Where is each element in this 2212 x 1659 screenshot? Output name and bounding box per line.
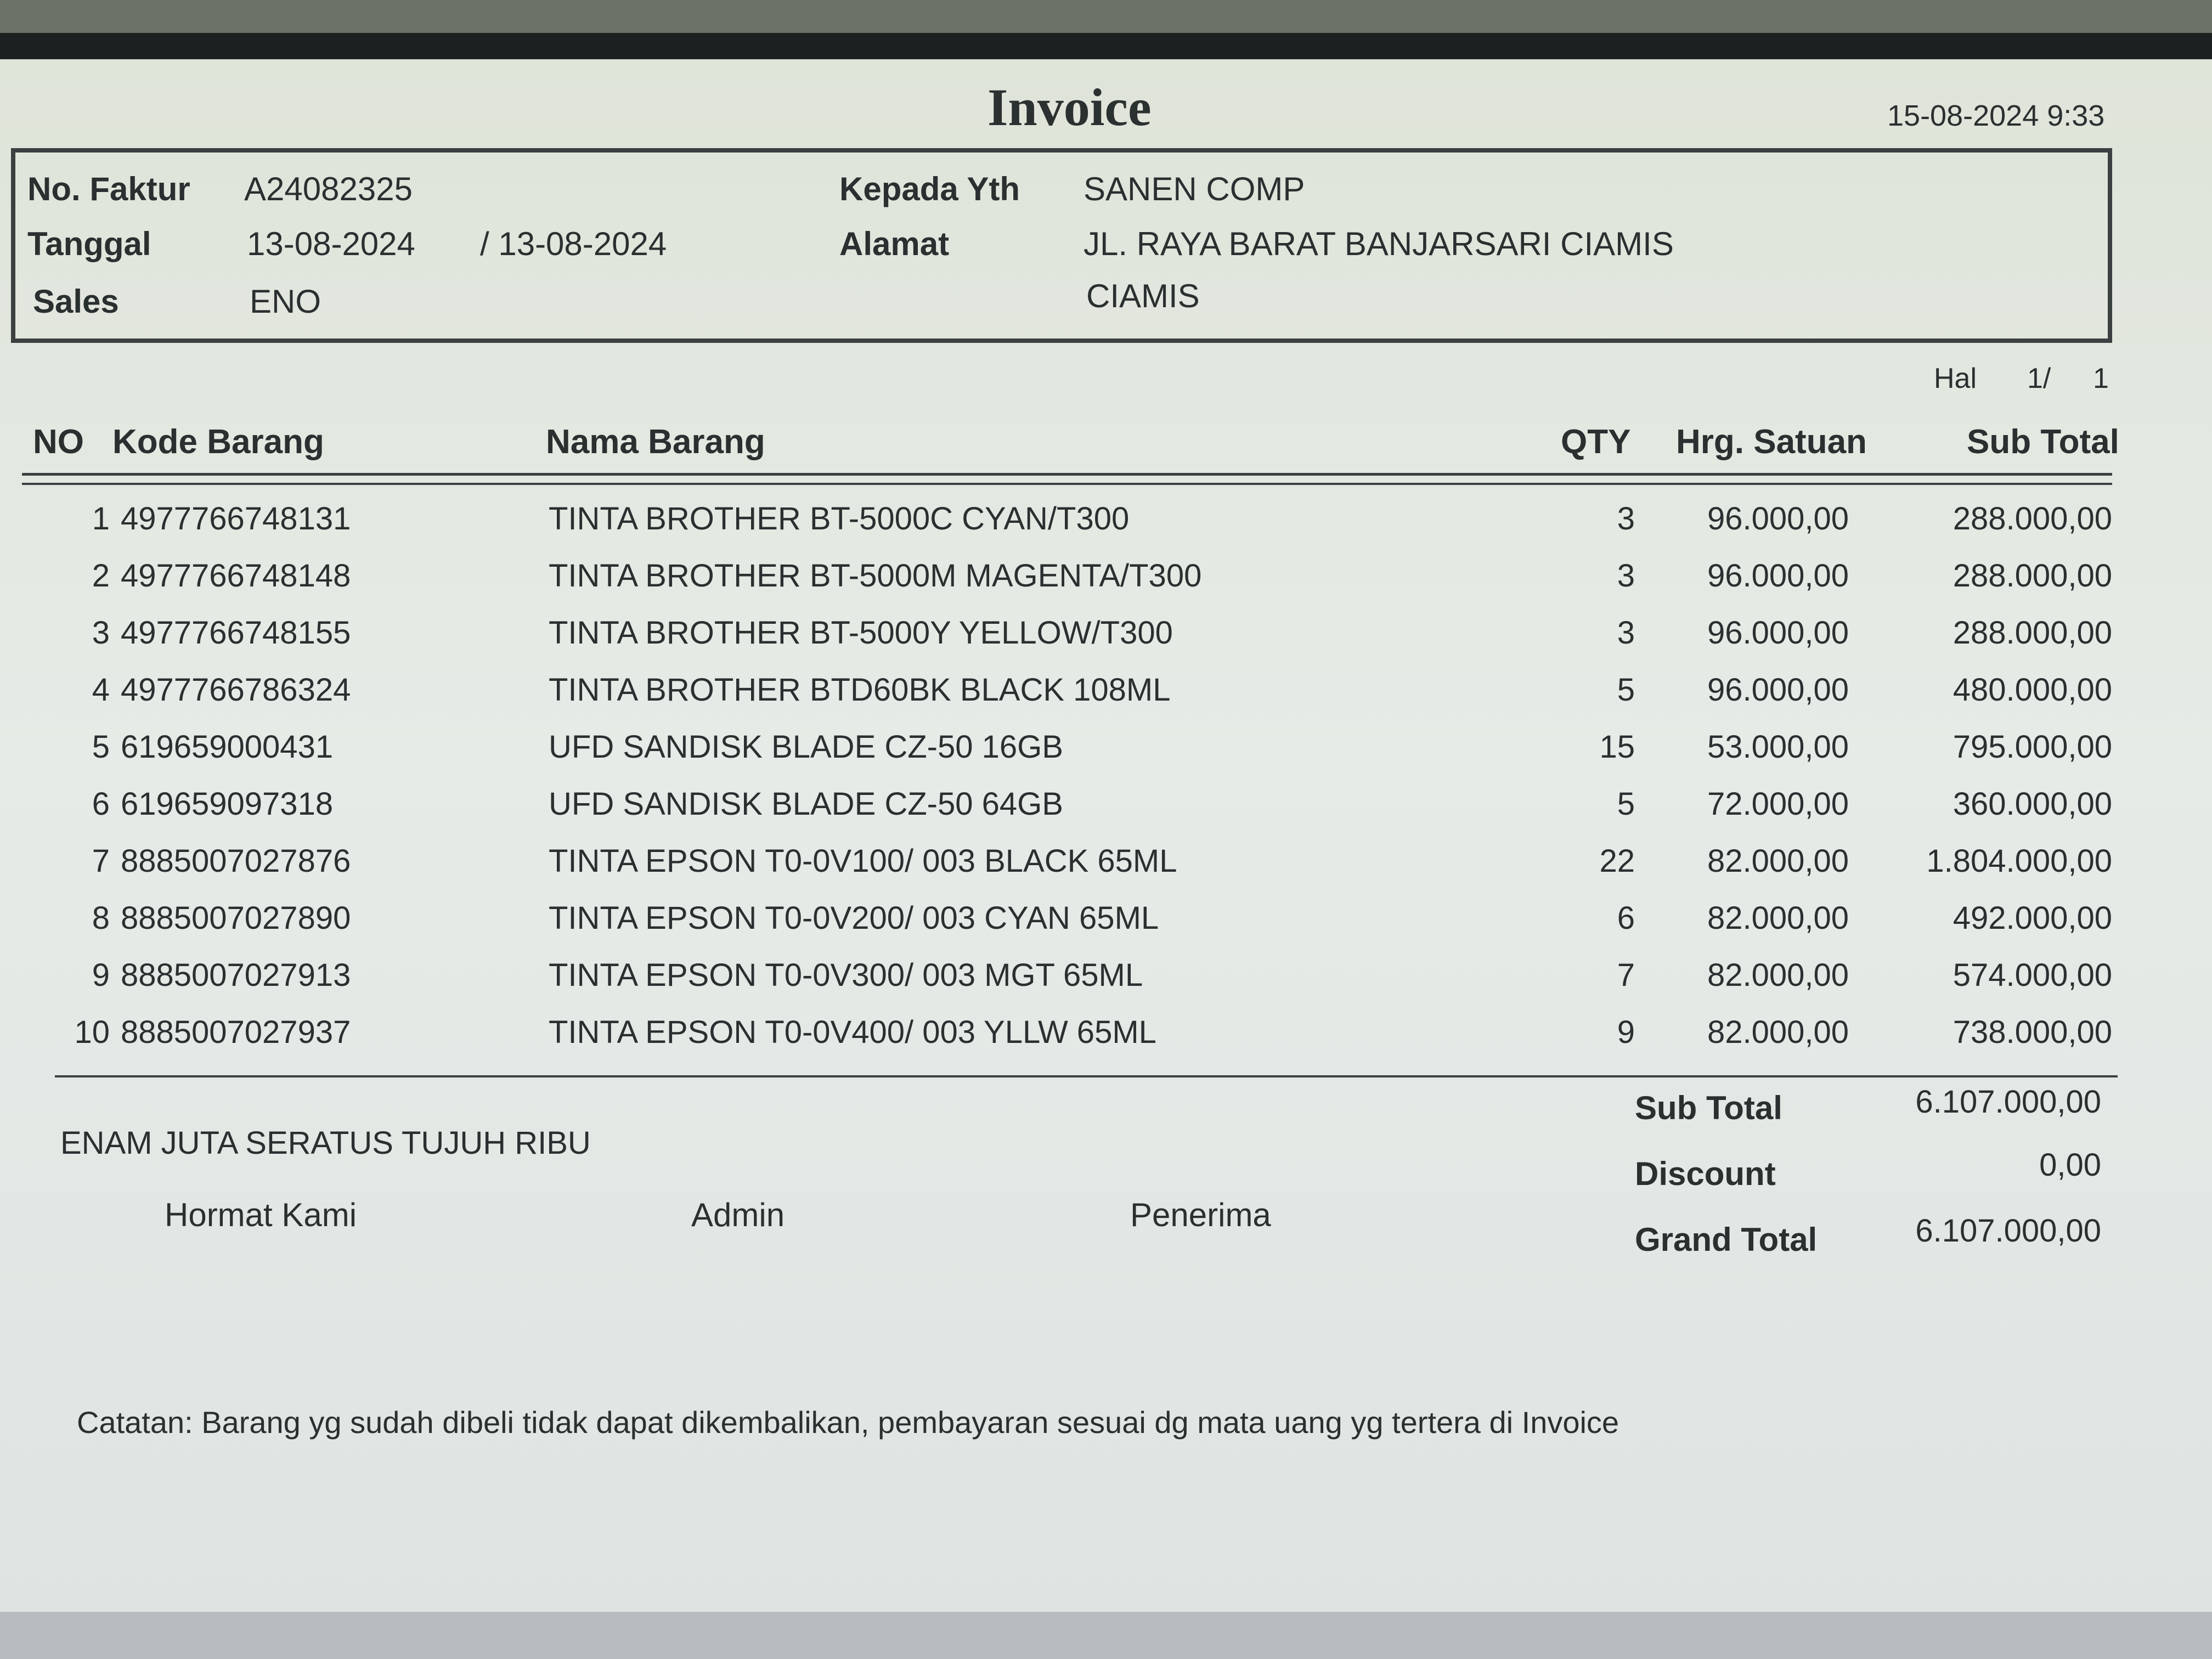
kepada-value: SANEN COMP <box>1084 171 1305 207</box>
table-row <box>0 551 2212 608</box>
tanggal-label: Tanggal <box>27 225 151 262</box>
sales-label: Sales <box>33 283 119 320</box>
row-qty: 5 <box>1617 672 1635 708</box>
row-no: 8 <box>92 900 110 936</box>
row-subtotal: 360.000,00 <box>1953 786 2112 822</box>
no-faktur-label: No. Faktur <box>27 171 190 207</box>
row-harga: 96.000,00 <box>1707 558 1849 594</box>
row-subtotal: 574.000,00 <box>1953 957 2112 993</box>
tanggal-value: 13-08-2024 <box>247 225 415 262</box>
row-harga: 82.000,00 <box>1707 957 1849 993</box>
row-no: 2 <box>92 558 110 594</box>
window-dark-bar <box>0 33 2212 59</box>
table-row <box>0 722 2212 779</box>
catatan-note: Catatan: Barang yg sudah dibeli tidak dapat dikembalikan, pembayaran sesuai dg mata uang yg tertera di Invoice <box>77 1405 1620 1440</box>
row-nama: TINTA BROTHER BTD60BK BLACK 108ML <box>549 672 1171 708</box>
row-harga: 96.000,00 <box>1707 615 1849 651</box>
row-kode: 4977766786324 <box>121 672 351 708</box>
row-kode: 4977766748131 <box>121 501 351 537</box>
row-qty: 3 <box>1617 501 1635 537</box>
row-kode: 4977766748155 <box>121 615 351 651</box>
row-qty: 7 <box>1617 957 1635 993</box>
page-label: Hal <box>1934 363 1977 394</box>
row-harga: 82.000,00 <box>1707 900 1849 936</box>
row-subtotal: 738.000,00 <box>1953 1014 2112 1050</box>
row-subtotal: 288.000,00 <box>1953 501 2112 537</box>
col-header-no: NO <box>33 423 84 461</box>
row-qty: 9 <box>1617 1014 1635 1050</box>
row-kode: 8885007027876 <box>121 843 351 879</box>
item-table-body <box>0 494 2212 1064</box>
table-row <box>0 1007 2212 1064</box>
page-total: 1 <box>2093 363 2109 394</box>
row-qty: 15 <box>1599 729 1635 765</box>
row-no: 10 <box>74 1014 110 1050</box>
header-rule-top <box>22 473 2112 476</box>
grandtotal-value: 6.107.000,00 <box>1915 1213 2101 1249</box>
table-bottom-rule <box>55 1075 2118 1077</box>
discount-value: 0,00 <box>2039 1147 2101 1183</box>
amount-in-words: ENAM JUTA SERATUS TUJUH RIBU <box>60 1125 591 1161</box>
signature-hormat-kami: Hormat Kami <box>165 1197 357 1233</box>
row-nama: TINTA BROTHER BT-5000Y YELLOW/T300 <box>549 615 1173 651</box>
tanggal-due-value: / 13-08-2024 <box>480 225 667 262</box>
kepada-label: Kepada Yth <box>839 171 1020 207</box>
grandtotal-label: Grand Total <box>1635 1221 1818 1258</box>
row-nama: UFD SANDISK BLADE CZ-50 64GB <box>549 786 1063 822</box>
row-kode: 619659097318 <box>121 786 334 822</box>
row-qty: 3 <box>1617 615 1635 651</box>
row-kode: 8885007027890 <box>121 900 351 936</box>
table-row <box>0 665 2212 722</box>
row-nama: TINTA BROTHER BT-5000C CYAN/T300 <box>549 501 1130 537</box>
row-no: 7 <box>92 843 110 879</box>
subtotal-value: 6.107.000,00 <box>1915 1084 2101 1120</box>
alamat-line-2: CIAMIS <box>1086 278 1200 314</box>
table-row <box>0 893 2212 950</box>
row-subtotal: 795.000,00 <box>1953 729 2112 765</box>
row-subtotal: 480.000,00 <box>1953 672 2112 708</box>
row-no: 6 <box>92 786 110 822</box>
table-row <box>0 836 2212 893</box>
row-qty: 3 <box>1617 558 1635 594</box>
row-nama: TINTA EPSON T0-0V100/ 003 BLACK 65ML <box>549 843 1177 879</box>
screen-top-band <box>0 0 2212 33</box>
sales-value: ENO <box>250 283 321 320</box>
signature-admin: Admin <box>691 1197 785 1233</box>
row-harga: 53.000,00 <box>1707 729 1849 765</box>
row-kode: 8885007027913 <box>121 957 351 993</box>
row-harga: 82.000,00 <box>1707 1014 1849 1050</box>
row-subtotal: 288.000,00 <box>1953 615 2112 651</box>
row-no: 9 <box>92 957 110 993</box>
row-kode: 4977766748148 <box>121 558 351 594</box>
row-subtotal: 492.000,00 <box>1953 900 2112 936</box>
row-subtotal: 288.000,00 <box>1953 558 2112 594</box>
table-row <box>0 779 2212 836</box>
table-row <box>0 950 2212 1007</box>
row-nama: TINTA EPSON T0-0V200/ 003 CYAN 65ML <box>549 900 1159 936</box>
table-row <box>0 494 2212 551</box>
row-qty: 6 <box>1617 900 1635 936</box>
screen-bottom-bar <box>0 1612 2212 1659</box>
row-harga: 72.000,00 <box>1707 786 1849 822</box>
col-header-harga: Hrg. Satuan <box>1676 423 1867 461</box>
alamat-label: Alamat <box>839 225 950 262</box>
row-subtotal: 1.804.000,00 <box>1926 843 2112 879</box>
no-faktur-value: A24082325 <box>244 171 413 207</box>
row-nama: TINTA EPSON T0-0V400/ 003 YLLW 65ML <box>549 1014 1156 1050</box>
row-no: 1 <box>92 501 110 537</box>
row-no: 5 <box>92 729 110 765</box>
row-qty: 5 <box>1617 786 1635 822</box>
row-harga: 82.000,00 <box>1707 843 1849 879</box>
page-current: 1/ <box>2027 363 2051 394</box>
col-header-qty: QTY <box>1561 423 1631 461</box>
row-nama: TINTA EPSON T0-0V300/ 003 MGT 65ML <box>549 957 1143 993</box>
row-qty: 22 <box>1599 843 1635 879</box>
row-no: 3 <box>92 615 110 651</box>
signature-penerima: Penerima <box>1130 1197 1271 1233</box>
row-harga: 96.000,00 <box>1707 672 1849 708</box>
row-harga: 96.000,00 <box>1707 501 1849 537</box>
col-header-subtotal: Sub Total <box>1967 423 2119 461</box>
row-nama: UFD SANDISK BLADE CZ-50 16GB <box>549 729 1063 765</box>
row-no: 4 <box>92 672 110 708</box>
invoice-title: Invoice <box>988 78 1152 137</box>
col-header-nama: Nama Barang <box>546 423 765 461</box>
row-nama: TINTA BROTHER BT-5000M MAGENTA/T300 <box>549 558 1202 594</box>
header-rule-bottom <box>22 483 2112 485</box>
subtotal-label: Sub Total <box>1635 1090 1782 1126</box>
discount-label: Discount <box>1635 1155 1776 1192</box>
table-row <box>0 608 2212 665</box>
col-header-kode: Kode Barang <box>112 423 324 461</box>
row-kode: 8885007027937 <box>121 1014 351 1050</box>
alamat-line-1: JL. RAYA BARAT BANJARSARI CIAMIS <box>1084 225 1674 262</box>
print-datetime: 15-08-2024 9:33 <box>1887 99 2105 132</box>
row-kode: 619659000431 <box>121 729 334 765</box>
